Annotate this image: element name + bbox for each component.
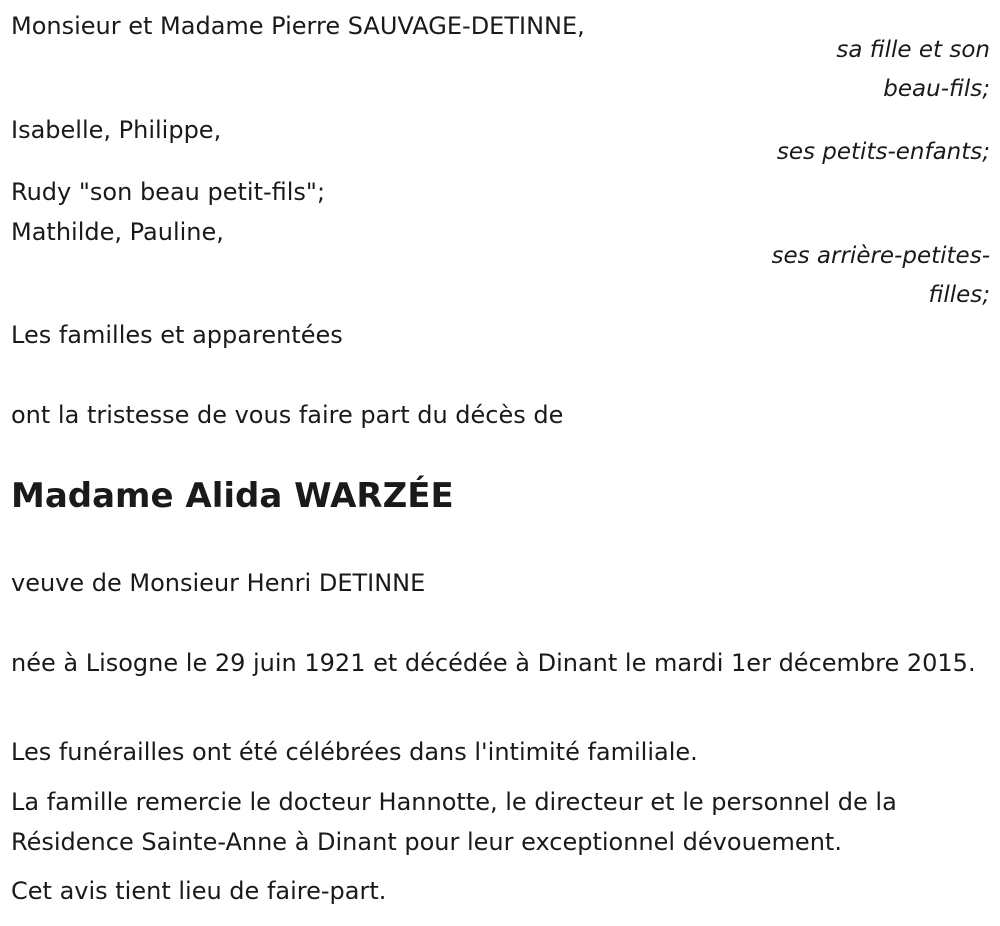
great-grandchildren-relation-line1: ses arrière-petites- bbox=[771, 243, 990, 269]
great-grandchildren-relation-line2: filles; bbox=[928, 282, 990, 308]
daughter-name: Monsieur et Madame Pierre SAUVAGE-DETINNE, bbox=[11, 12, 585, 40]
daughter-relation-line2: beau-fils; bbox=[883, 76, 990, 102]
grandchildren-relation: ses petits-enfants; bbox=[776, 139, 990, 165]
great-grandchildren-names: Mathilde, Pauline, bbox=[11, 218, 224, 246]
funeral-info: Les funérailles ont été célébrées dans l'intimité familiale. bbox=[11, 738, 698, 766]
birth-death-dates: née à Lisogne le 29 juin 1921 et décédée à Dinant le mardi 1er décembre 2015. bbox=[11, 649, 976, 677]
widow-of: veuve de Monsieur Henri DETINNE bbox=[11, 569, 426, 597]
thanks-message: La famille remercie le docteur Hannotte, le directeur et le personnel de la Résidence Sainte-Anne à Dinant pour leur exceptionnel dévouement. bbox=[11, 788, 897, 856]
notice-footer: Cet avis tient lieu de faire-part. bbox=[11, 877, 387, 905]
relatives: Les familles et apparentées bbox=[11, 321, 343, 349]
step-grandson: Rudy "son beau petit-fils"; bbox=[11, 178, 326, 206]
grandchildren-names: Isabelle, Philippe, bbox=[11, 116, 222, 144]
daughter-relation-line1: sa fille et son bbox=[836, 37, 990, 63]
announcement: ont la tristesse de vous faire part du décès de bbox=[11, 401, 564, 429]
deceased-name: Madame Alida WARZÉE bbox=[11, 476, 454, 516]
obituary-notice bbox=[11, 0, 990, 926]
